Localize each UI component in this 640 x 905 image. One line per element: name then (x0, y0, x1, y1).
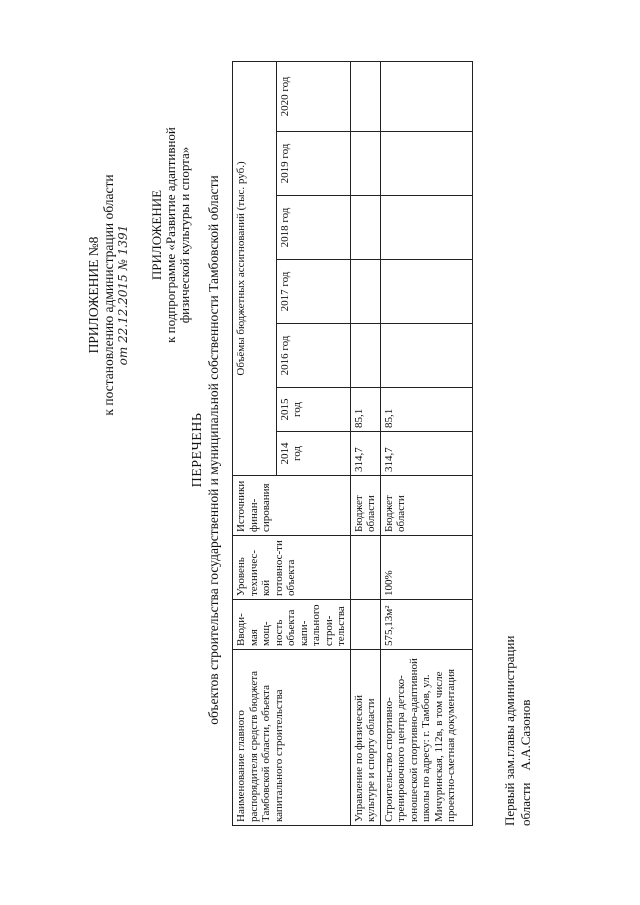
signature-position: Первый зам.главы администрации (502, 635, 517, 826)
appendix-header (86, 60, 131, 530)
signature-line-2 (518, 636, 534, 826)
year-header: 2014 год (276, 432, 350, 476)
col-header-name: Наименование главного распорядителя средств бюджета Тамбовской области, объекта капитального строительства (233, 650, 351, 826)
cell-value: 85,1 (380, 388, 472, 432)
cell-value (350, 132, 380, 196)
objects-table (232, 61, 473, 826)
cell-value (350, 61, 380, 131)
decree-line: к постановлению администрации области (101, 174, 116, 416)
cell-value (350, 260, 380, 324)
cell-value: 314,7 (380, 432, 472, 476)
year-header: 2020 год (276, 61, 350, 131)
cell-name: Строительство спортивно-тренировочного центра детско-юношеской спортивно-адаптивной школы по адресу: г. Тамбов, ул. Мичуринская, 112в, в том числе проектно-сметная документация (380, 650, 472, 826)
year-header: 2019 год (276, 132, 350, 196)
col-header-volumes: Объёмы бюджетных ассигнований (тыс. руб.) (233, 61, 277, 475)
subprogram-line-1: к подпрограмме «Развитие адаптивной (163, 127, 178, 343)
table-row (380, 61, 472, 825)
signature-name: А.А.Сазонов (518, 699, 533, 771)
signature-region: области (518, 782, 533, 826)
cell-readiness: 100% (380, 536, 472, 600)
appendix-number: ПРИЛОЖЕНИЕ №8 (86, 236, 101, 354)
subprogram-appendix: ПРИЛОЖЕНИЕ (149, 189, 164, 281)
table-row (350, 61, 380, 825)
cell-value (380, 260, 472, 324)
cell-value (380, 61, 472, 131)
cell-value (380, 324, 472, 388)
title-subline: объектов строительства государственной и муниципальной собственности Тамбовской области (206, 175, 221, 725)
year-header: 2018 год (276, 196, 350, 260)
handwritten-date: от 22.12.2015 № 1391 (116, 224, 130, 366)
col-header-capacity: Вводи-мая мощ-ность объекта капи-тального строи-тельства (233, 600, 351, 650)
cell-value (380, 132, 472, 196)
cell-value (350, 324, 380, 388)
document-title (190, 60, 222, 840)
cell-capacity: 575,13м² (380, 600, 472, 650)
col-header-sources: Источники финан-сирования (233, 476, 351, 536)
year-header: 2015 год (276, 388, 350, 432)
subprogram-header (150, 70, 192, 400)
rotated-content (72, 60, 552, 840)
subprogram-line-2: физической культуры и спорта» (177, 146, 192, 324)
cell-name: Управление по физической культуре и спорту области (350, 650, 380, 826)
signature-block (502, 636, 534, 826)
title-main: ПЕРЕЧЕНЬ (190, 412, 205, 488)
year-header: 2017 год (276, 260, 350, 324)
cell-source: Бюджет области (350, 476, 380, 536)
cell-value: 314,7 (350, 432, 380, 476)
table-header-row (233, 61, 277, 825)
col-header-readiness: Уровень техничес-кой готовнос-ти объекта (233, 536, 351, 600)
cell-value: 85,1 (350, 388, 380, 432)
cell-source: Бюджет области (380, 476, 472, 536)
year-header: 2016 год (276, 324, 350, 388)
cell-capacity (350, 600, 380, 650)
cell-value (350, 196, 380, 260)
cell-readiness (350, 536, 380, 600)
cell-value (380, 196, 472, 260)
